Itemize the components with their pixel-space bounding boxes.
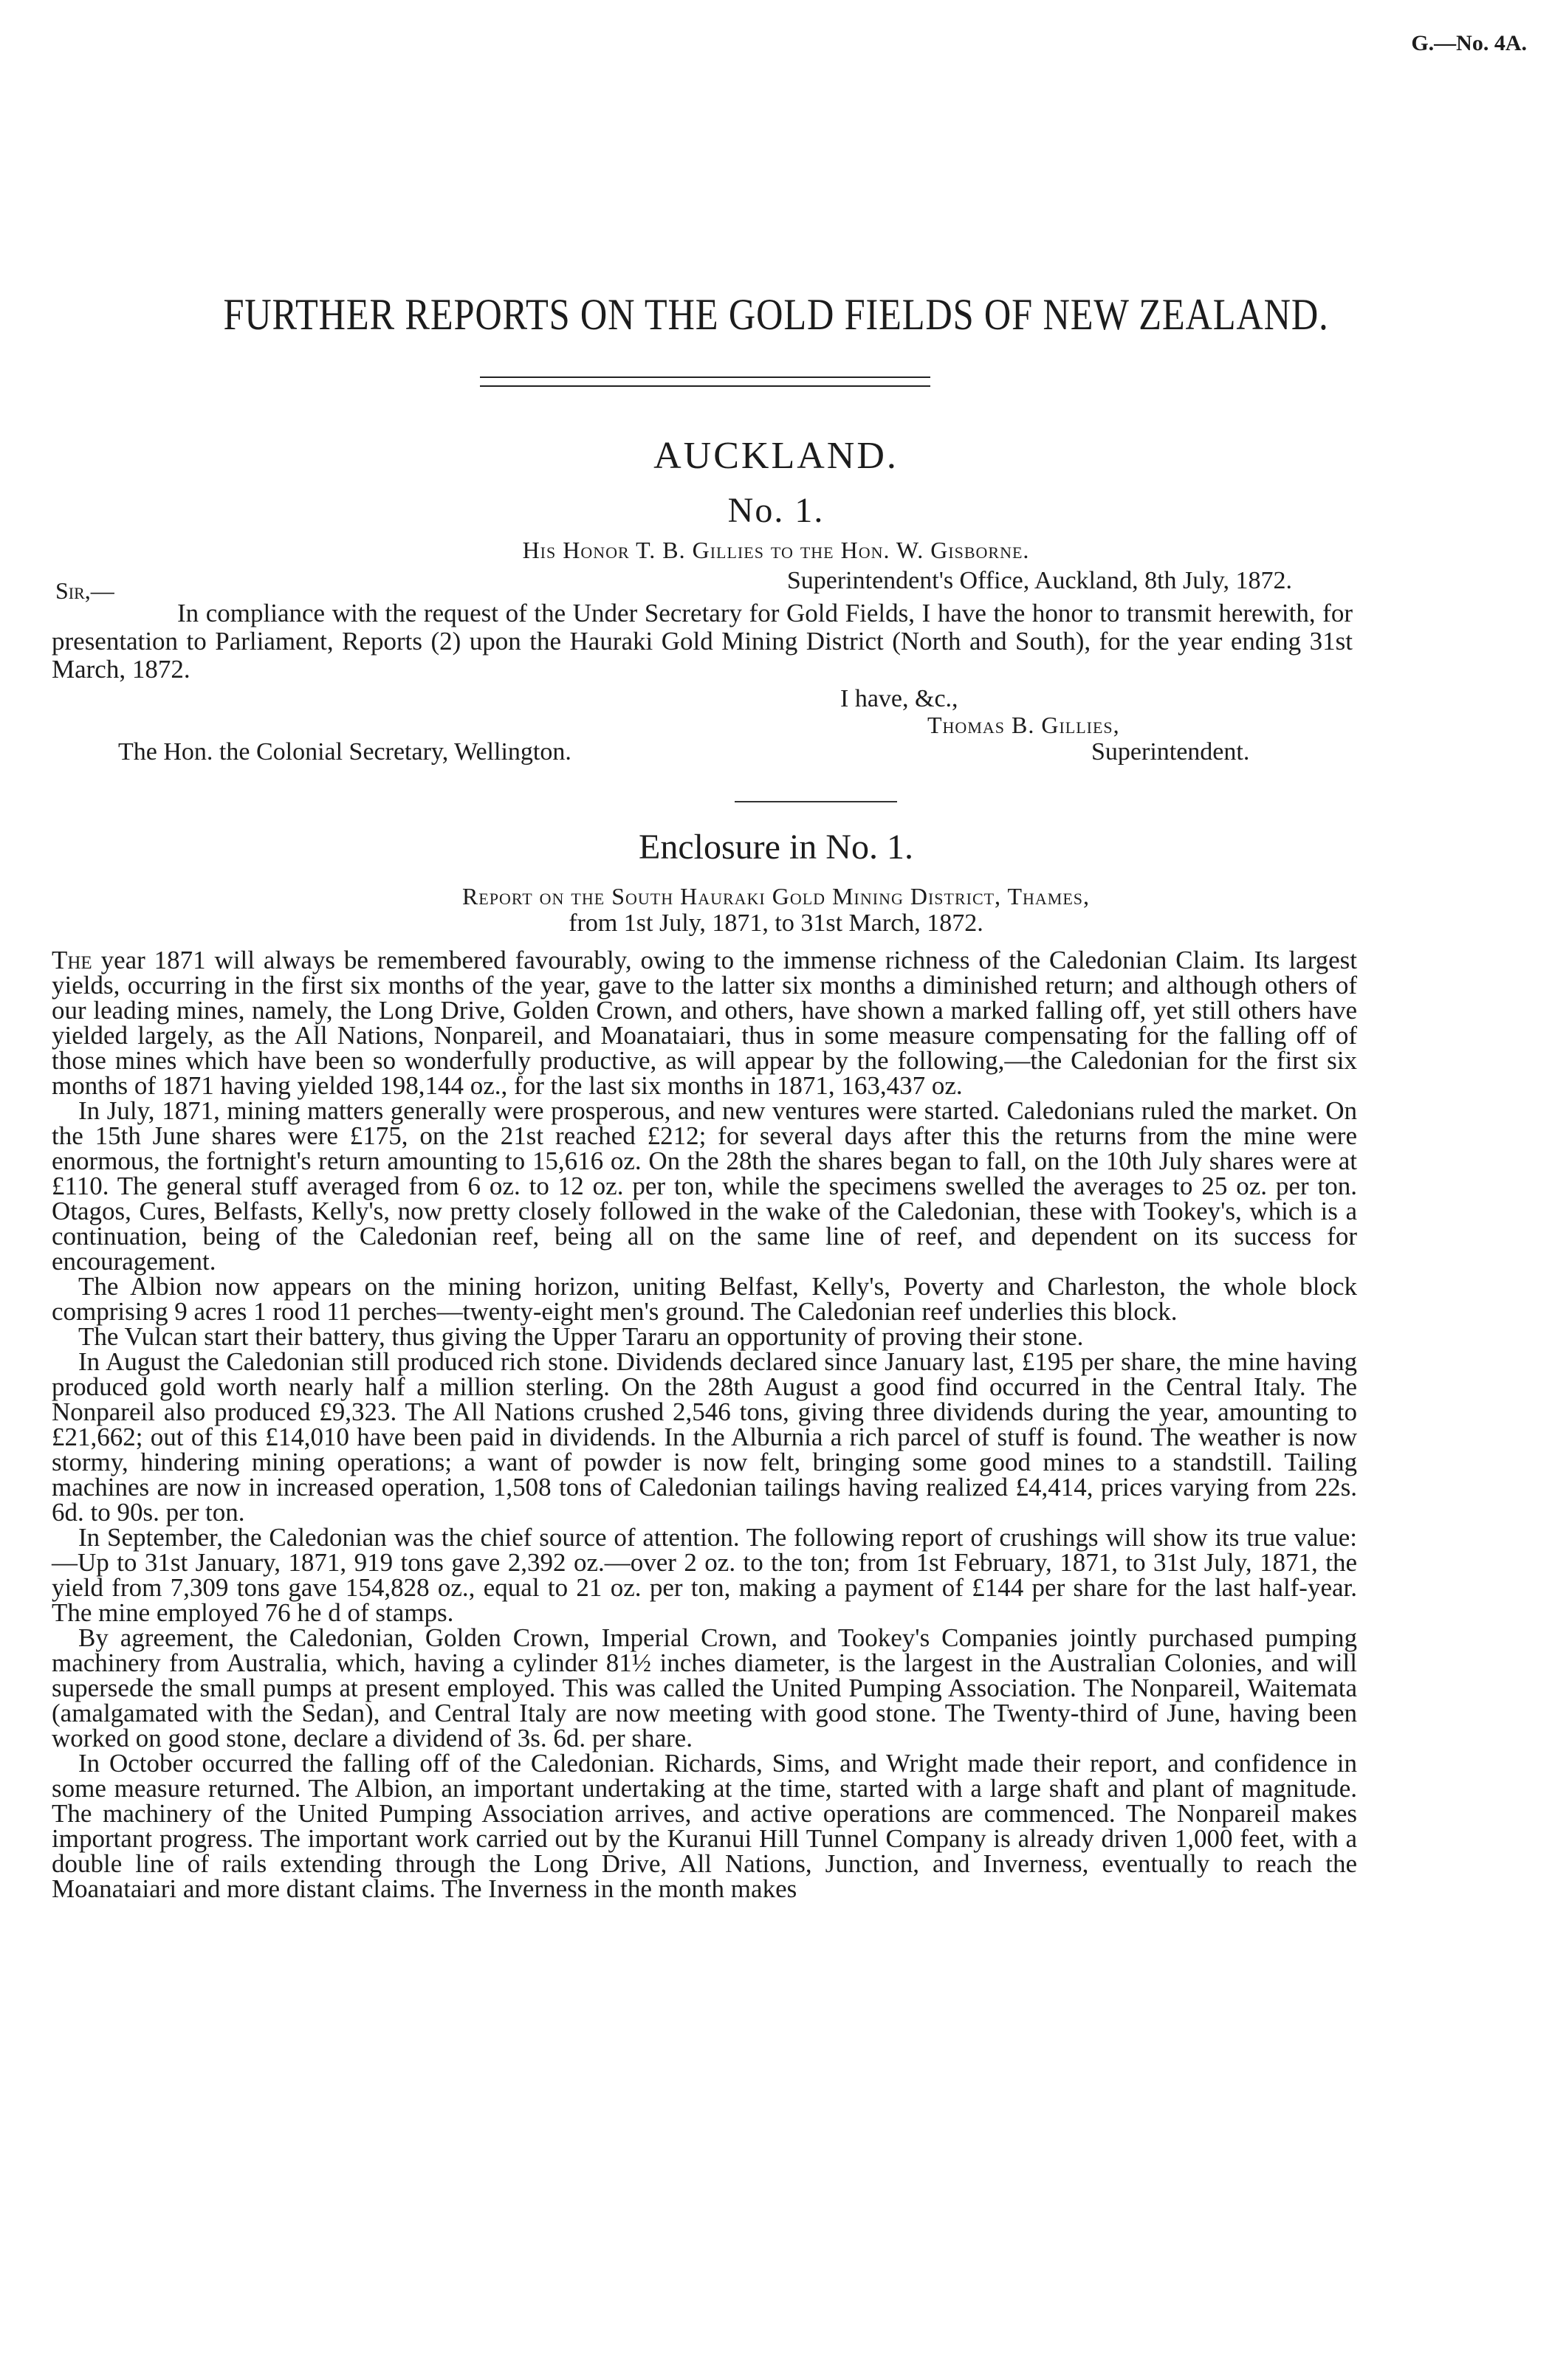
report-paragraph-text: year 1871 will always be remembered favourably, owing to the immense richness of the Caledonian Claim. Its largest yields, occurring in the first six months of the year, gave to the latter six months a diminished return; and although others of our leading mines, namely, the Long Drive, Golden Crown, and others, have shown a marked falling off, yet still others have yielded largely, as the All Nations, Nonpareil, and Moanataiari, thus in some measure compensating for the falling off of those mines which have been so wonderfully productive, as will appear by the following,—the Caledonian for the first six months of 1871 having yielded 198,144 oz., for the last six months in 1871, 163,437 oz. <box>52 946 1357 1100</box>
letter-recipient: The Hon. the Colonial Secretary, Wellington. <box>118 738 571 766</box>
report-paragraph: The Vulcan start their battery, thus giving the Upper Tararu an opportunity of proving their stone. <box>78 1322 1084 1351</box>
letter-body-text: In compliance with the request of the Under Secretary for Gold Fields, I have the honor to transmit herewith, for presentation to Parliament, Reports (2) upon the Hauraki Gold Mining District (North and South), for the year ending 31st March, 1872. <box>52 599 1353 684</box>
letter-closing: I have, &c., <box>840 685 958 712</box>
double-rule-divider <box>480 376 930 387</box>
enclosure-heading: Enclosure in No. 1. <box>639 828 913 867</box>
report-dates: from 1st July, 1871, to 31st March, 1872. <box>569 909 983 937</box>
office-date: Superintendent's Office, Auckland, 8th July, 1872. <box>786 567 1292 594</box>
report-body <box>52 948 1357 1902</box>
letter-number: No. 1. <box>727 491 825 530</box>
letter-body <box>52 599 1353 684</box>
report-title: Report on the South Hauraki Gold Mining District, Thames, <box>461 883 1091 909</box>
document-reference: G.—No. 4A. <box>1411 31 1527 55</box>
salutation: Sir,— <box>55 577 114 604</box>
report-paragraph: The Albion now appears on the mining horizon, uniting Belfast, Kelly's, Poverty and Charleston, the whole block comprising 9 acres 1 rood 11 perches—twenty-eight men's ground. The Caledonian reef underlies this block. <box>52 1272 1357 1326</box>
report-paragraph: In August the Caledonian still produced rich stone. Dividends declared since January last, £195 per share, the mine having produced gold worth nearly half a million sterling. On the 28th August a good find occurred in the Central Italy. The Nonpareil also produced £9,323. The All Nations crushed 2,546 tons, giving three dividends during the year, amounting to £21,662; out of this £14,010 have been paid in dividends. In the Alburnia a rich parcel of stuff is found. The weather is now stormy, hindering mining operations; a want of powder is now felt, bringing some good mines to a standstill. Tailing machines are now in increased operation, 1,508 tons of Caledonian tailings having realized £4,414, prices varying from 22s. 6d. to 90s. per ton. <box>52 1347 1357 1527</box>
report-paragraph: By agreement, the Caledonian, Golden Crown, Imperial Crown, and Tookey's Companies jointly purchased pumping machinery from Australia, which, having a cylinder 81½ inches diameter, is the largest in the Australian Colonies, and will supersede the small pumps at present employed. This was called the United Pumping Association. The Nonpareil, Waitemata (amalgamated with the Sedan), and Central Italy are now meeting with good stone. The Twenty-third of June, having been worked on good stone, declare a dividend of 3s. 6d. per share. <box>52 1623 1357 1753</box>
signer-title: Superintendent. <box>1091 738 1250 766</box>
short-rule-divider <box>735 801 897 802</box>
report-paragraph: In September, the Caledonian was the chief source of attention. The following report of crushings will show its true value:—Up to 31st January, 1871, 919 tons gave 2,392 oz.—over 2 oz. to the ton; from 1st February, 1871, to 31st July, 1871, the yield from 7,309 tons gave 154,828 oz., equal to 21 oz. per ton, making a payment of £144 per share for the last half-year. The mine employed 76 he d of stamps. <box>52 1523 1357 1627</box>
page-title: FURTHER REPORTS ON THE GOLD FIELDS OF NEW ZEALAND. <box>223 290 1329 339</box>
letter-signer: Thomas B. Gillies, <box>927 712 1120 738</box>
report-paragraph: In October occurred the falling off of the Caledonian. Richards, Sims, and Wright made their report, and confidence in some measure returned. The Albion, an important undertaking at the time, started with a large shaft and plant of magnitude. The machinery of the United Pumping Association arrives, and active operations are commenced. The Nonpareil makes important progress. The important work carried out by the Kuranui Hill Tunnel Company is already driven 1,000 feet, with a double line of rails extending through the Long Drive, All Nations, Junction, and Inverness, eventually to reach the Moanataiari and more distant claims. The Inverness in the month makes <box>52 1749 1357 1903</box>
region-heading: AUCKLAND. <box>653 435 899 477</box>
report-paragraph: In July, 1871, mining matters generally were prosperous, and new ventures were started. Caledonians ruled the market. On the 15th June shares were £175, on the 21st reached £212; for several days after this the returns from the mine were enormous, the fortnight's return amounting to 15,616 oz. On the 28th the shares began to fall, on the 10th July shares were at £110. The general stuff averaged from 6 oz. to 12 oz. per ton, while the specimens swelled the averages to 25 oz. per ton. Otagos, Cures, Belfasts, Kelly's, now pretty closely followed in the wake of the Caledonian, these with Tookey's, which is a continuation, being of the Caledonian reef, being all on the same line of reef, and dependent on its success for encouragement. <box>52 1096 1357 1276</box>
report-first-word: The <box>52 946 92 974</box>
report-paragraph <box>52 948 1357 1098</box>
letter-from-to: His Honor T. B. Gillies to the Hon. W. Gisborne. <box>522 537 1030 563</box>
